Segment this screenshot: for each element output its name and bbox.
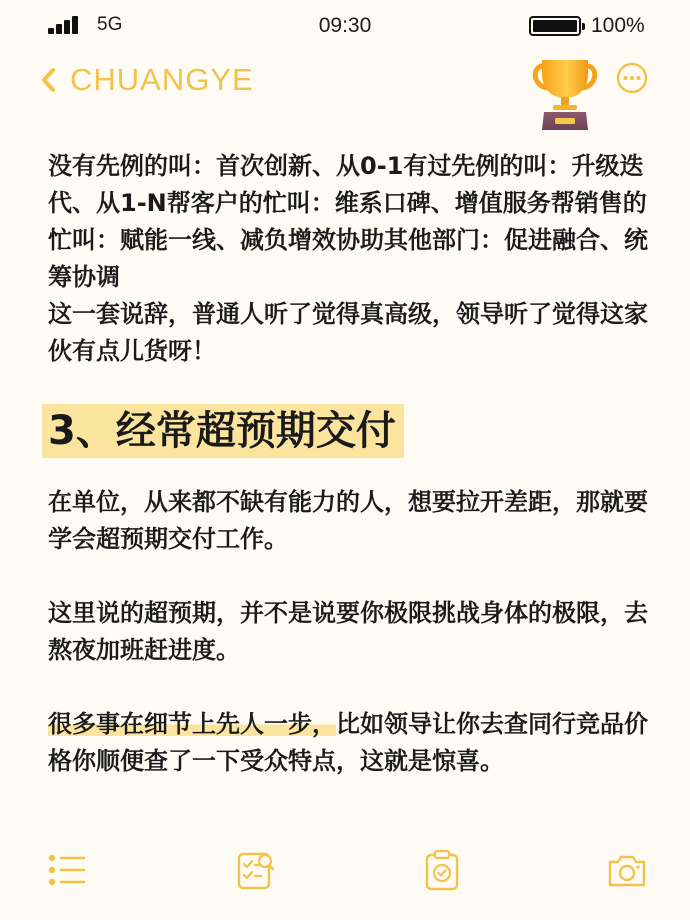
checklist-icon[interactable] bbox=[234, 848, 278, 892]
network-type: 5G bbox=[97, 14, 123, 35]
intro-followup-paragraph bbox=[48, 296, 668, 370]
trophy-icon bbox=[530, 56, 600, 134]
paragraph-3 bbox=[48, 706, 668, 780]
battery-percentage: 100% bbox=[591, 14, 645, 37]
article-content bbox=[48, 148, 668, 780]
paragraph-2: 这里说的超预期，并不是说要你极限挑战身体的极限，去熬夜加班赶进度。 bbox=[48, 599, 648, 664]
camera-icon[interactable] bbox=[605, 848, 649, 892]
paragraph-1: 在单位，从来都不缺有能力的人，想要拉开差距，那就要学会超预期交付工作。 bbox=[48, 488, 648, 553]
intro-followup-text: 这一套说辞，普通人听了觉得真高级，领导听了觉得这家伙有点儿货呀！ bbox=[48, 300, 648, 365]
status-bar bbox=[0, 0, 690, 56]
nav-title: CHUANGYE bbox=[70, 62, 254, 97]
status-time: 09:30 bbox=[318, 14, 372, 37]
chevron-left-icon bbox=[40, 67, 56, 93]
highlighted-text: 很多事在细节上先人一步， bbox=[48, 710, 336, 738]
intro-text: 没有先例的叫：首次创新、从0-1有过先例的叫：升级迭代、从1-N帮客户的忙叫：维系口碑、增值服务帮销售的忙叫：赋能一线、减负增效协助其他部门：促进融合、统筹协调 bbox=[48, 152, 648, 291]
section-heading: 3、经常超预期交付 bbox=[42, 404, 404, 458]
bottom-toolbar bbox=[0, 848, 690, 898]
more-options-icon[interactable] bbox=[616, 62, 648, 94]
clipboard-check-icon[interactable] bbox=[420, 848, 464, 892]
battery-icon bbox=[529, 16, 581, 36]
intro-paragraph bbox=[48, 148, 668, 296]
nav-bar bbox=[0, 56, 690, 136]
paragraph-3-rest: 比如领导让你去查同行竞品价格你顺便查了一下受众特点，这就是惊喜。 bbox=[48, 710, 648, 775]
list-icon[interactable] bbox=[46, 848, 90, 892]
back-button[interactable] bbox=[40, 58, 254, 102]
